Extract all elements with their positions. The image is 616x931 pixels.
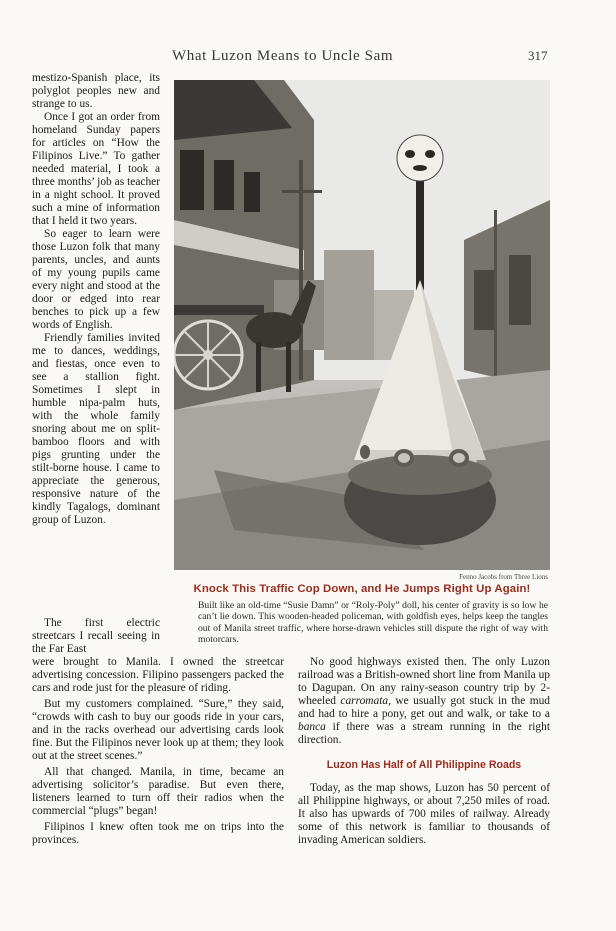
paragraph: Friendly families invited me to dances, weddings, and fiestas, once even to see a stallion fight. Sometimes I slept in humble nipa-palm huts, with the whole family snoring about me on split-bamboo floors and with pigs grunting under the stilt-borne house. I came to appreciate the generous, responsive nature of the kindly Tagalogs, dominant group of Luzon. — [32, 332, 160, 526]
left-narrow-column — [32, 72, 160, 527]
caption-body: Built like an old-time “Susie Damn” or “Roly-Poly” doll, his center of gravity is so low he can’t lie down. This wooden-headed policeman, with goldfish eyes, helps keep the tangles out of Manila street traffic, where horse-drawn vehicles still dispute the right of way with motorcars. — [198, 600, 548, 646]
paragraph: All that changed. Manila, in time, became an advertising solicitor’s paradise. But even there, listeners learned to turn off their radios when the commercial “plugs” began! — [32, 766, 284, 817]
text-run: if there was a stream running in the right direction. — [298, 721, 550, 746]
street-photo — [174, 80, 550, 570]
left-narrow-column-tail — [32, 617, 160, 656]
running-header — [0, 48, 616, 68]
paragraph: mestizo-Spanish place, its polyglot peoples new and strange to us. — [32, 72, 160, 110]
paragraph: But my customers complained. “Sure,” they said, “crowds with cash to buy our goods ride in your cars, and in the racks overhead our advertising cards look fine. But the Filipinos never look up at them; they look out at the street scenes.” — [32, 698, 284, 762]
paragraph: Once I got an order from homeland Sunday papers for articles on “How the Filipinos Live.” To gather needed material, I took a three months’ job as teacher in a night school. It proved such a mine of information that I held it two years. — [32, 111, 160, 227]
photo-credit: Fenno Jacobs from Three Lions — [459, 573, 548, 581]
paragraph: were brought to Manila. I owned the streetcar advertising concession. Filipino passengers packed the cars and rode just for the pleasure of riding. — [32, 656, 284, 694]
text-run: we usually got stuck in the mud and had to hire a pony, get out and walk, or take to a — [298, 695, 551, 720]
paragraph — [298, 656, 550, 747]
italic-term: carromata, — [340, 695, 391, 707]
bottom-left-column — [32, 656, 284, 850]
section-heading: Luzon Has Half of All Philippine Roads — [326, 759, 522, 771]
paragraph: Filipinos I knew often took me on trips into the provinces. — [32, 821, 284, 846]
running-title: What Luzon Means to Uncle Sam — [172, 48, 394, 64]
paragraph: Today, as the map shows, Luzon has 50 percent of all Philippine highways, or about 7,250 miles of road. It also has upwards of 700 miles of railway. Already some of this network is familiar to thousands of invading American soldiers. — [298, 782, 550, 846]
page-number: 317 — [528, 48, 548, 63]
text-run: No good highways existed then. The only Luzon railroad was a British-owned short line from Manila up to Dagupan. On any rainy-season country trip by 2-wheeled — [298, 656, 550, 707]
paragraph: The first electric streetcars I recall seeing in the Far East — [32, 617, 160, 655]
photo-illustration — [174, 80, 550, 570]
italic-term: banca — [298, 721, 326, 733]
paragraph: So eager to learn were those Luzon folk that many parents, uncles, and aunts of my young pupils came every night and stood at the door or edged into rear benches to pick up a few words of English. — [32, 228, 160, 331]
caption-title: Knock This Traffic Cop Down, and He Jumps Right Up Again! — [193, 583, 531, 595]
bottom-right-column — [298, 656, 550, 850]
